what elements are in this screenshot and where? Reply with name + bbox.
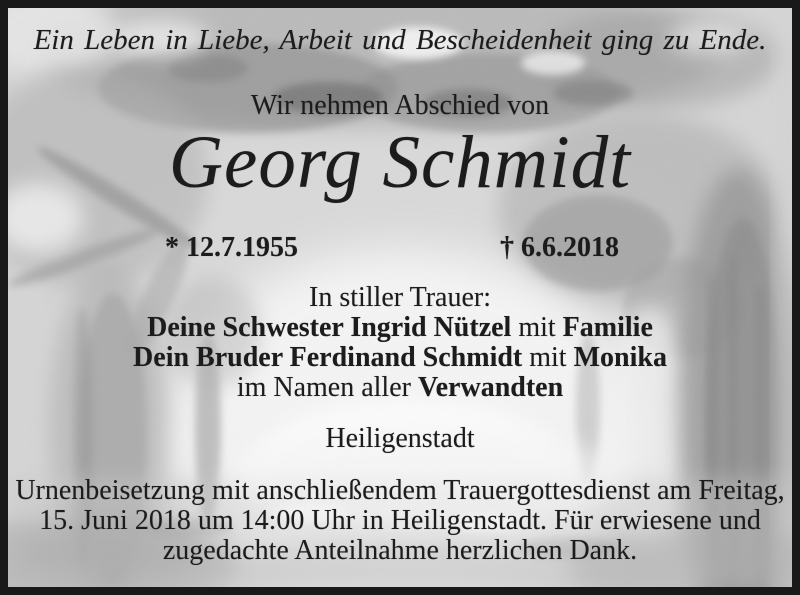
mourner-line1-connector: mit (518, 312, 556, 343)
birth-date (165, 231, 298, 264)
intro-line: Wir nehmen Abschied von (250, 90, 550, 121)
mourner-sister-name: Deine Schwester Ingrid Nützel (147, 312, 512, 343)
mourner-line1-family: Familie (562, 312, 653, 343)
mourner-line2-partner: Monika (573, 342, 667, 373)
death-date (500, 231, 619, 264)
mourner-line2-connector: mit (529, 342, 567, 373)
life-dates-row (8, 231, 792, 264)
birth-symbol: * (165, 232, 179, 263)
mourning-heading: In stiller Trauer: (309, 282, 491, 313)
deceased-name: Georg Schmidt (168, 121, 632, 204)
death-cross-symbol: † (500, 232, 514, 263)
epigraph-line: Ein Leben in Liebe, Arbeit und Bescheidenheit ging zu Ende. (33, 24, 767, 56)
announcement-line-1: Urnenbeisetzung mit anschließendem Trauergottesdienst am Freitag, (15, 475, 785, 506)
birth-date-value: 12.7.1955 (186, 232, 298, 263)
relatives-word: Verwandten (417, 372, 564, 403)
mourning-section (8, 283, 792, 403)
mourner-brother-name: Dein Bruder Ferdinand Schmidt (133, 342, 523, 373)
relatives-lead: im Namen aller (236, 372, 411, 403)
announcement-line-2: 15. Juni 2018 um 14:00 Uhr in Heiligenstadt. Für erwiesene und (39, 505, 761, 536)
announcement-paragraph (8, 476, 792, 566)
announcement-line-3: zugedachte Anteilnahme herzlichen Dank. (162, 535, 638, 566)
death-date-value: 6.6.2018 (521, 232, 619, 263)
mourner-line-brother (8, 343, 792, 373)
place-line: Heiligenstadt (325, 423, 475, 454)
mourner-line-sister (8, 313, 792, 343)
mourner-line-relatives (8, 373, 792, 403)
